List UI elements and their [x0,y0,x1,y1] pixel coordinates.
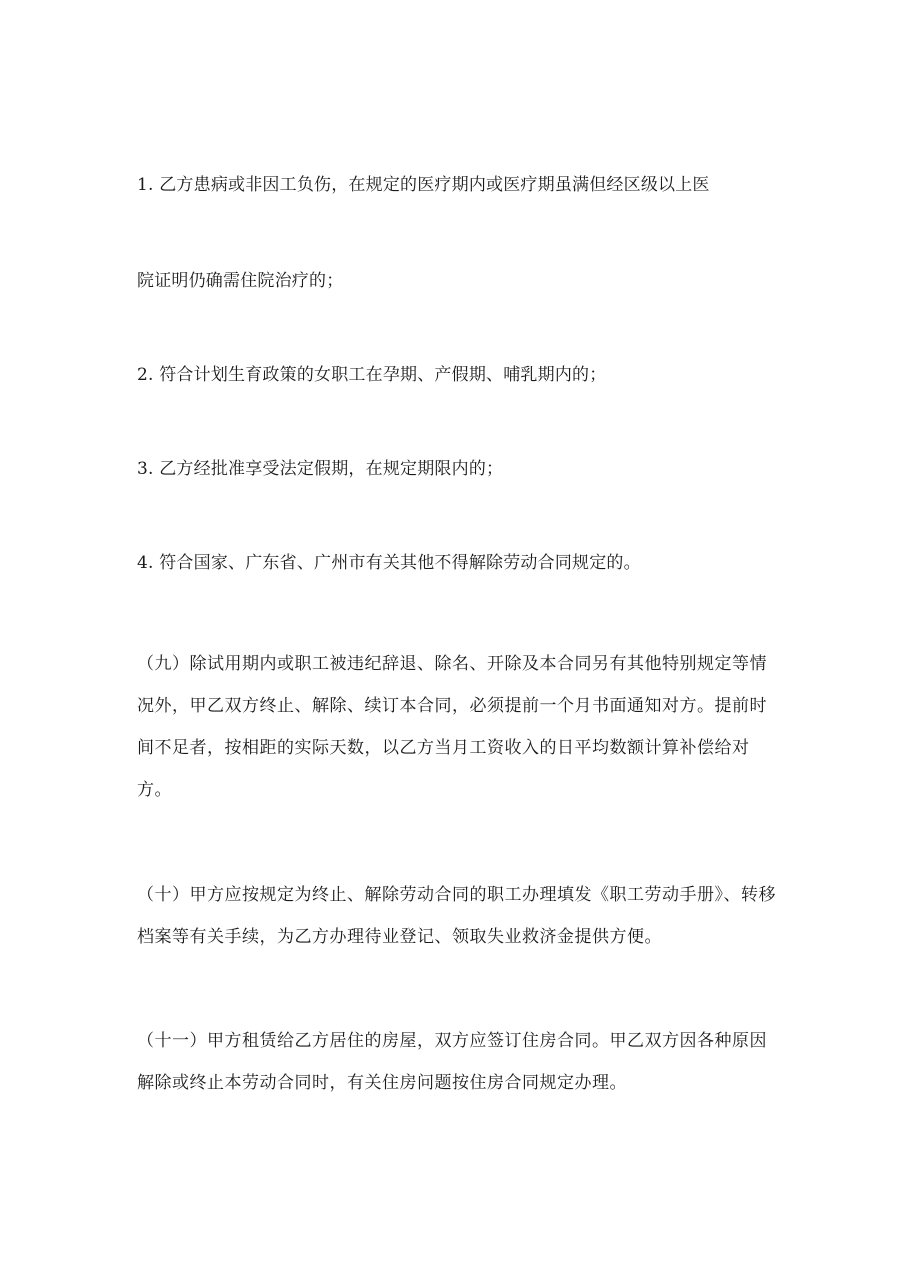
clause-11-paragraph [137,1020,797,1104]
item-4: 4. 符合国家、广东省、广州市有关其他不得解除劳动合同规定的。 [137,553,641,573]
clause-11-line-2: 解除或终止本劳动合同时，有关住房问题按住房合同规定办理。 [137,1073,627,1093]
item-1-line-1: 1. 乙方患病或非因工负伤，在规定的医疗期内或医疗期虽满但经区级以上医 [137,175,710,195]
clause-9-line-2: 况外，甲乙双方终止、解除、续订本合同，必须提前一个月书面通知对方。提前时 [137,696,767,716]
clause-10-line-2: 档案等有关手续，为乙方办理待业登记、领取失业救济金提供方便。 [137,927,662,947]
clause-10-line-1: （十）甲方应按规定为终止、解除劳动合同的职工办理填发《职工劳动手册》、转移 [137,885,776,905]
clause-10-paragraph [137,874,797,958]
clause-9-line-4: 方。 [137,780,172,800]
item-2: 2. 符合计划生育政策的女职工在孕期、产假期、哺乳期内的； [137,365,607,385]
clause-9-line-1: （九）除试用期内或职工被违纪辞退、除名、开除及本合同另有其他特别规定等情 [137,654,767,674]
clause-11-line-1: （十一）甲方租赁给乙方居住的房屋，双方应签订住房合同。甲乙双方因各种原因 [137,1031,767,1051]
item-1-line-2: 院证明仍确需住院治疗的； [137,271,344,291]
clause-9-line-3: 间不足者，按相距的实际天数，以乙方当月工资收入的日平均数额计算补偿给对 [137,738,750,758]
item-3: 3. 乙方经批准享受法定假期，在规定期限内的； [137,459,504,479]
clause-9-paragraph [137,643,797,811]
